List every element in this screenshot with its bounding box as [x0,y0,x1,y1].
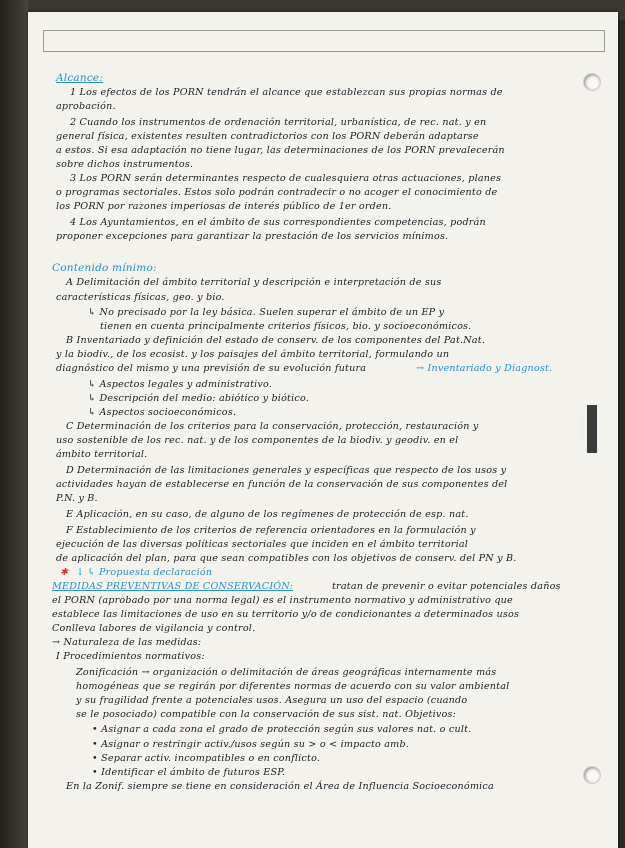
note-line: I Procedimientos normativos: [56,651,205,662]
note-line: 4 Los Ayuntamientos, en el ámbito de sus correspondientes competencias, podrán [70,217,486,228]
note-line: ↳ Descripción del medio: abiótico y biótico. [88,393,310,404]
note-line: D Determinación de las limitaciones generales y específicas que respecto de los usos y [66,465,507,476]
note-line: se le posociado) compatible con la conservación de sus sist. nat. Objetivos: [76,709,457,720]
note-line: → Inventariado y Diagnost. [416,363,553,374]
note-line: Contenido mínimo: [52,262,157,274]
punch-hole-top [584,74,600,90]
note-line: ámbito territorial. [56,449,148,460]
note-line: ✱ [60,567,69,578]
note-line: C Determinación de los criterios para la conservación, protección, restauración y [66,421,479,432]
note-line: uso sostenible de los rec. nat. y de los componentes de la biodiv. y geodiv. en el [56,435,459,446]
note-line: ↓ ↳ Propuesta declaración [76,567,213,578]
note-line: E Aplicación, en su caso, de alguno de los regímenes de protección de esp. nat. [66,509,469,520]
note-line: y su fragilidad frente a potenciales usos. Asegura un uso del espacio (cuando [76,695,468,706]
note-line: F Establecimiento de los criterios de referencia orientadores en la formulación y [66,525,476,536]
note-line: B Inventariado y definición del estado de conserv. de los componentes del Pat.Nat. [66,335,486,346]
note-line: diagnóstico del mismo y una previsión de su evolución futura [56,363,367,374]
note-line: Alcance: [56,72,104,84]
header-box [43,30,605,52]
note-line: • Separar activ. incompatibles o en conflicto. [92,753,321,764]
note-line: o programas sectoriales. Estos solo podrán contradecir o no acoger el conocimiento de [56,187,498,198]
note-line: • Asignar a cada zona el grado de protección según sus valores nat. o cult. [92,724,472,735]
note-line: aprobación. [56,101,116,112]
binder-edge [0,0,28,848]
note-line: proponer excepciones para garantizar la prestación de los servicios mínimos. [56,231,449,242]
note-line: ↳ No precisado por la ley básica. Suelen superar el ámbito de un EP y [88,307,445,318]
note-line: 1 Los efectos de los PORN tendrán el alcance que establezcan sus propias normas de [70,87,503,98]
note-line: los PORN por razones imperiosas de interés público de 1er orden. [56,201,392,212]
note-line: tienen en cuenta principalmente criterios físicos, bio. y socioeconómicos. [100,321,472,332]
note-line: Zonificación → organización o delimitación de áreas geográficas internamente más [76,667,497,678]
index-tab [579,405,597,453]
note-line: ↳ Aspectos legales y administrativo. [88,379,273,390]
note-line: de aplicación del plan, para que sean compatibles con los objetivos de conserv. del PN y B. [56,553,517,564]
note-line: ejecución de las diversas políticas sectoriales que inciden en el ámbito territorial [56,539,469,550]
note-line: homogéneas que se regirán por diferentes normas de acuerdo con su valor ambiental [76,681,510,692]
punch-hole-bottom [584,767,600,783]
note-line: el PORN (aprobado por una norma legal) es el instrumento normativo y administrativo que [52,595,513,606]
note-line: actividades hayan de establecerse en función de la conservación de sus componentes del [56,479,508,490]
note-line: tratan de prevenir o evitar potenciales daños [332,581,561,592]
note-line: A Delimitación del ámbito territorial y descripción e interpretación de sus [66,277,442,288]
note-line: En la Zonif. siempre se tiene en consideración el Área de Influencia Socioeconómica [66,781,494,792]
note-line: P.N. y B. [56,493,98,504]
note-line: 2 Cuando los instrumentos de ordenación territorial, urbanística, de rec. nat. y en [70,117,487,128]
index-tab-label: ANALYSIS [579,416,586,440]
note-line: y la biodiv., de los ecosist. y los paisajes del ámbito territorial, formulando un [56,349,450,360]
note-line: establece las limitaciones de uso en su territorio y/o de condicionantes a determinados usos [52,609,520,620]
note-line: ↳ Aspectos socioeconómicos. [88,407,237,418]
note-line: general física, existentes resulten contradictorios con los PORN deberán adaptarse [56,131,479,142]
note-line: • Asignar o restringir activ./usos según su > o < impacto amb. [92,739,410,750]
note-line: → Naturaleza de las medidas: [52,637,202,648]
note-line: Conlleva labores de vigilancia y control. [52,623,256,634]
note-line: • Identificar el ámbito de futuros ESP. [92,767,286,778]
note-line: sobre dichos instrumentos. [56,159,194,170]
note-line: MEDIDAS PREVENTIVAS DE CONSERVACIÓN: [52,581,294,592]
note-line: características físicas, geo. y bio. [56,292,225,303]
note-line: a estos. Si esa adaptación no tiene lugar, las determinaciones de los PORN prevalecerán [56,145,505,156]
note-line: 3 Los PORN serán determinantes respecto de cualesquiera otras actuaciones, planes [70,173,502,184]
